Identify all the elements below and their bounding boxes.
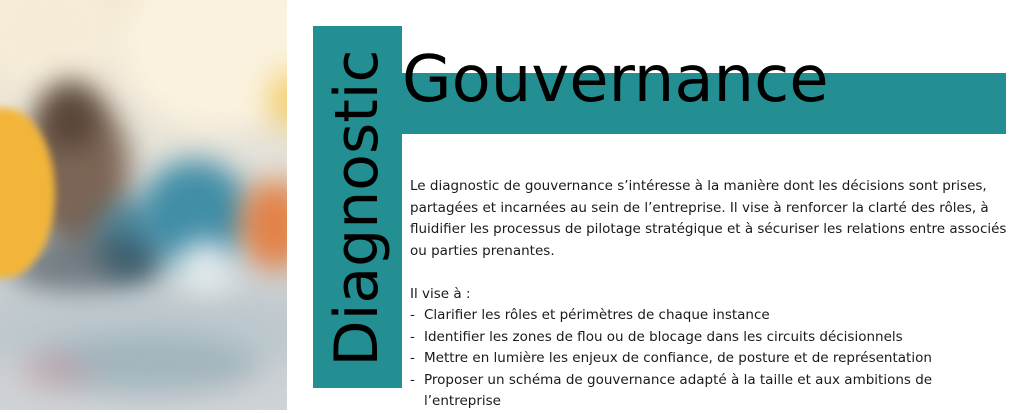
bullet-dash: - [410, 307, 415, 323]
list-item [410, 327, 1010, 349]
bullet-dash: - [410, 328, 415, 345]
description-block [410, 176, 1010, 413]
list-item [410, 305, 1010, 327]
list-item-text: Identifier les zones de flou ou de blocage dans les circuits décisionnels [424, 328, 903, 345]
objectives-list [410, 305, 1010, 413]
list-item [410, 370, 1010, 413]
list-item [410, 348, 1010, 370]
page-title: Gouvernance [402, 43, 829, 117]
list-item-text: Clarifier les rôles et périmètres de chaque instance [424, 307, 770, 323]
meeting-photo [0, 0, 287, 410]
bullet-dash: - [410, 371, 415, 388]
list-item-text: Mettre en lumière les enjeux de confiance, de posture et de représentation [424, 350, 932, 366]
bullet-dash: - [410, 350, 415, 366]
list-heading: Il vise à : [410, 285, 471, 302]
vertical-title: Diagnostic [322, 49, 392, 367]
intro-paragraph: Le diagnostic de gouvernance s’intéresse à la manière dont les décisions sont prises, partagées et incarnées au sein de l’entreprise. Il vise à renforcer la clarté des rôles, à fluidifier les processus de pilotage stratégique et à sécuriser les relations entre associés ou parties prenantes. [410, 178, 1007, 259]
list-item-text: Proposer un schéma de gouvernance adapté à la taille et aux ambitions de l’entreprise [424, 371, 933, 409]
